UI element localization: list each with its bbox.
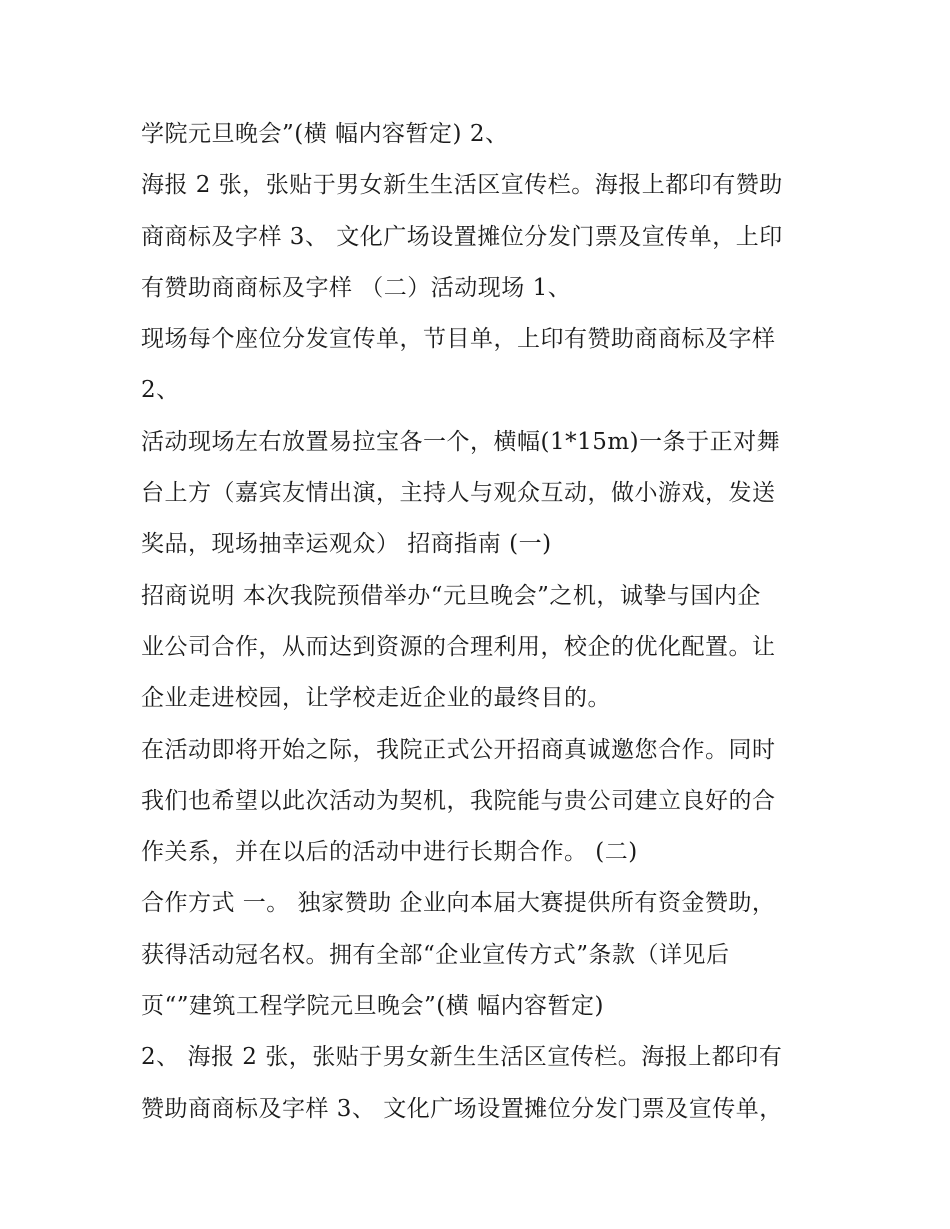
text-line: 活动现场左右放置易拉宝各一个，横幅(1*15m)一条于正对舞 <box>141 428 781 455</box>
text-line: 我们也希望以此次活动为契机，我院能与贵公司建立良好的合 <box>141 787 776 814</box>
text-line: 商商标及字样 3、 文化广场设置摊位分发门票及宣传单，上印 <box>141 223 783 250</box>
text-line: 企业走进校园，让学校走近企业的最终目的。 <box>141 685 611 712</box>
text-line: 有赞助商商标及字样 （二）活动现场 1、 <box>141 274 572 301</box>
text-line: 获得活动冠名权。拥有全部“企业宣传方式”条款（详见后 <box>141 941 730 968</box>
text-line: 台上方（嘉宾友情出演，主持人与观众互动，做小游戏，发送 <box>141 480 776 507</box>
text-line: 2、 <box>141 377 180 404</box>
text-line: 合作方式 一。 独家赞助 企业向本届大赛提供所有资金赞助， <box>141 890 776 917</box>
text-line: 招商说明 本次我院预借举办“元旦晚会”之机，诚挚与国内企 <box>141 582 761 609</box>
text-line: 页“”建筑工程学院元旦晚会”(横 幅内容暂定) <box>141 993 605 1020</box>
text-line: 海报 2 张，张贴于男女新生生活区宣传栏。海报上都印有赞助 <box>141 172 783 199</box>
text-line: 现场每个座位分发宣传单，节目单，上印有赞助商商标及字样 <box>141 326 776 353</box>
text-line: 赞助商商标及字样 3、 文化广场设置摊位分发门票及宣传单， <box>141 1095 783 1122</box>
text-line: 作关系，并在以后的活动中进行长期合作。 (二) <box>141 839 638 866</box>
text-line: 奖品，现场抽幸运观众） 招商指南 (一) <box>141 531 552 558</box>
text-line: 在活动即将开始之际，我院正式公开招商真诚邀您合作。同时 <box>141 736 776 763</box>
text-line: 2、 海报 2 张，张贴于男女新生生活区宣传栏。海报上都印有 <box>141 1044 783 1071</box>
text-line: 学院元旦晚会”(横 幅内容暂定) 2、 <box>141 121 509 147</box>
document-body <box>141 109 821 1135</box>
text-line: 业公司合作，从而达到资源的合理利用，校企的优化配置。让 <box>141 633 776 660</box>
